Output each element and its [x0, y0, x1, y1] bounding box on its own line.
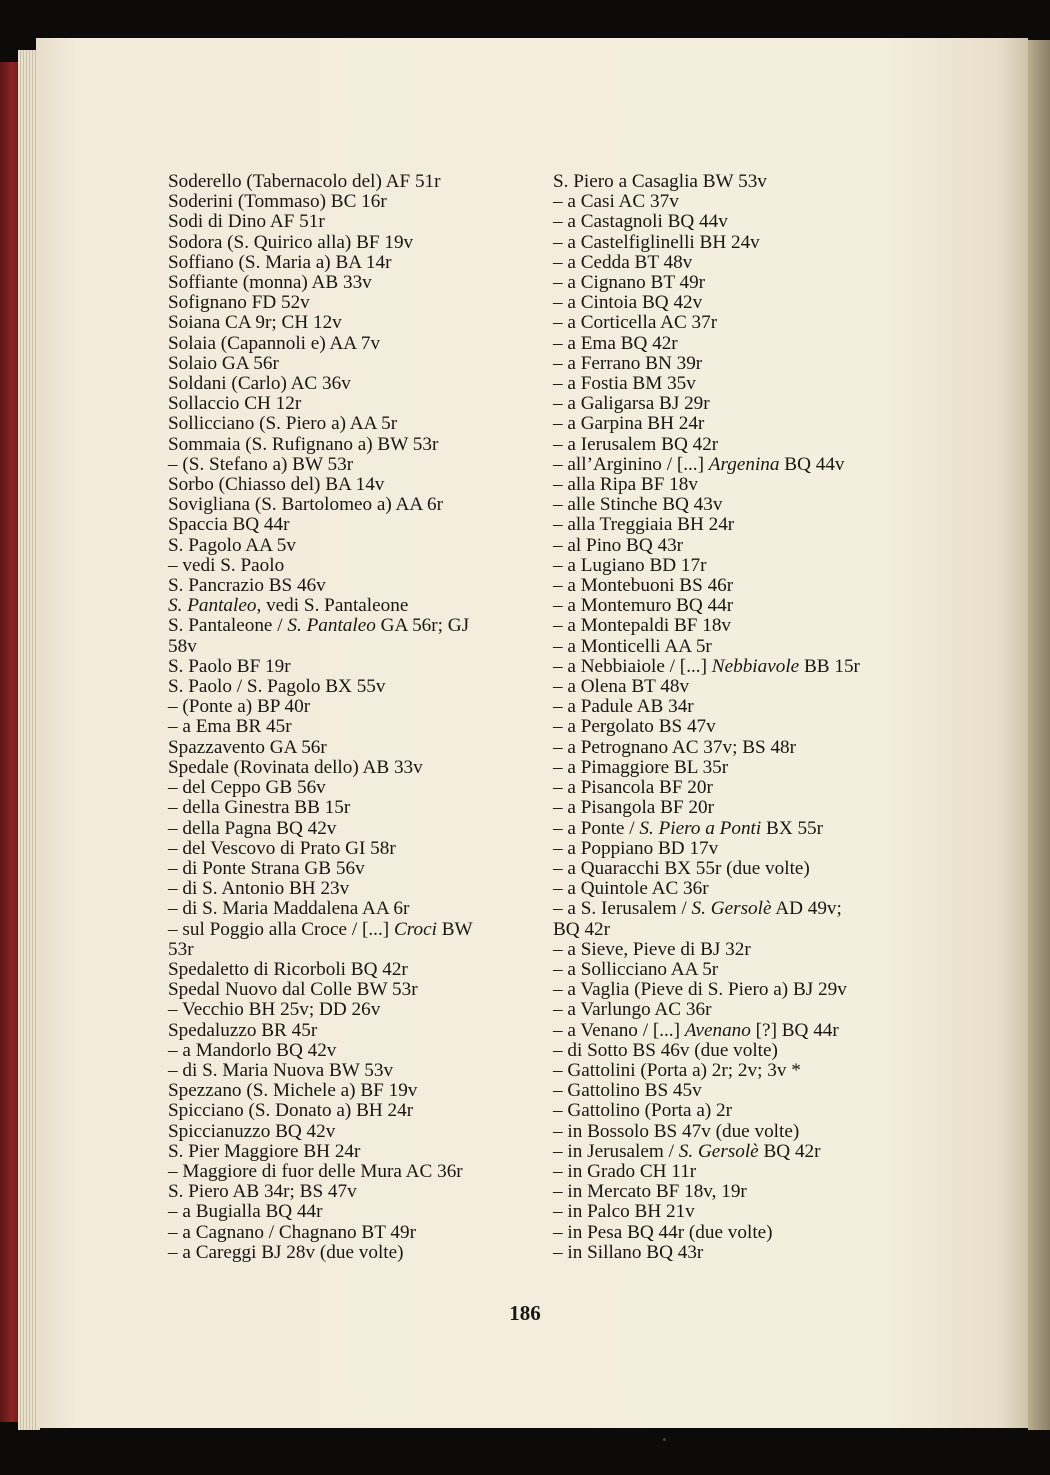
index-entry-text: S. Pier Maggiore BH 24r	[168, 1140, 361, 1162]
index-entry	[553, 273, 923, 293]
index-entry-text: – a Cedda BT 48v	[553, 251, 693, 273]
index-entry	[168, 536, 538, 556]
index-entry	[168, 455, 538, 475]
index-entry-text: S. Paolo / S. Pagolo BX 55v	[168, 676, 386, 698]
index-entry	[168, 515, 538, 535]
index-entry-text: – a Lugiano BD 17r	[553, 554, 707, 576]
index-entry-text: – a Nebbiaiole / [...]	[553, 655, 712, 677]
index-entry-text: – a Sieve, Pieve di BJ 32r	[553, 938, 751, 960]
index-entry	[168, 637, 538, 657]
index-entry	[168, 920, 538, 940]
index-entry	[553, 637, 923, 657]
index-entry-text: – al Pino BQ 43r	[553, 534, 684, 556]
index-entry-text: – a Poppiano BD 17v	[553, 837, 719, 859]
index-entry	[553, 1243, 923, 1263]
index-entry-text: – in Mercato BF 18v, 19r	[553, 1181, 747, 1203]
index-entry-text: – Gattolini (Porta a) 2r; 2v; 3v *	[553, 1059, 801, 1081]
index-entry-text: AD 49v;	[771, 898, 842, 920]
index-entry	[168, 1041, 538, 1061]
index-entry	[553, 879, 923, 899]
index-entry-text: – in Pesa BQ 44r (due volte)	[553, 1221, 773, 1243]
index-entry	[553, 1101, 923, 1121]
index-entry-text: BQ 44v	[779, 453, 845, 475]
index-entry	[168, 394, 538, 414]
index-entry	[168, 233, 538, 253]
index-entry	[553, 313, 923, 333]
index-entry-text: – a Fostia BM 35v	[553, 373, 696, 395]
index-entry-text: S. Pantaleone /	[168, 615, 288, 637]
index-entry-text: Spiccianuzzo BQ 42v	[168, 1120, 336, 1142]
index-entry	[553, 435, 923, 455]
index-entry	[553, 657, 923, 677]
index-entry	[553, 212, 923, 232]
index-entry-text: Solaio GA 56r	[168, 352, 279, 374]
index-entry-text: – a Galigarsa BJ 29r	[553, 393, 710, 415]
index-entry	[168, 960, 538, 980]
index-entry-text: Sollicciano (S. Piero a) AA 5r	[168, 413, 398, 435]
index-entry-text: Soderello (Tabernacolo del) AF 51r	[168, 171, 441, 192]
index-entry-text: Sodora (S. Quirico alla) BF 19v	[168, 231, 414, 253]
index-entry-text: – alla Ripa BF 18v	[553, 474, 698, 496]
index-entry-text: – a Olena BT 48v	[553, 676, 690, 698]
index-entry-text: Soderini (Tommaso) BC 16r	[168, 191, 387, 213]
index-entry-text: S. Pagolo AA 5v	[168, 534, 296, 556]
index-entry-text: Sommaia (S. Rufignano a) BW 53r	[168, 433, 439, 455]
index-entry-text: – a Cignano BT 49r	[553, 272, 706, 294]
index-entry-text: – in Palco BH 21v	[553, 1201, 695, 1223]
index-entry	[553, 940, 923, 960]
index-entry	[553, 192, 923, 212]
index-entry	[553, 697, 923, 717]
index-entry	[553, 253, 923, 273]
index-entry	[168, 697, 538, 717]
index-entry	[553, 233, 923, 253]
index-entry-text: – (Ponte a) BP 40r	[168, 696, 311, 718]
book-cover-edge	[0, 62, 20, 1422]
index-entry	[168, 1021, 538, 1041]
index-entry-text: Soiana CA 9r; CH 12v	[168, 312, 342, 334]
index-entry	[168, 1142, 538, 1162]
index-entry-text: – a Montebuoni BS 46r	[553, 575, 734, 597]
index-entry	[168, 1243, 538, 1263]
index-entry-text: – vedi S. Paolo	[168, 554, 285, 576]
index-entry-text: – a Casi AC 37v	[553, 191, 679, 213]
index-entry	[553, 616, 923, 636]
index-entry	[553, 920, 923, 940]
index-entry-text: – a Bugialla BQ 44r	[168, 1201, 323, 1223]
index-entry-text: Spazzavento GA 56r	[168, 736, 327, 758]
index-entry	[553, 172, 923, 192]
index-entry-text: – a Venano / [...]	[553, 1019, 685, 1041]
index-entry	[553, 899, 923, 919]
index-entry-text: – di S. Maria Maddalena AA 6r	[168, 898, 410, 920]
index-entry-text: Sorbo (Chiasso del) BA 14v	[168, 474, 385, 496]
index-entry-text: 58v	[168, 635, 197, 657]
index-entry	[168, 374, 538, 394]
index-entry	[553, 576, 923, 596]
index-entry-text: Spaccia BQ 44r	[168, 514, 290, 536]
index-entry-text: – a Pergolato BS 47v	[553, 716, 716, 738]
index-entry	[168, 980, 538, 1000]
index-entry-text: Soffiano (S. Maria a) BA 14r	[168, 251, 392, 273]
index-entry	[553, 354, 923, 374]
index-entry-italic-text: S. Pantaleo	[287, 615, 376, 637]
index-entry	[553, 334, 923, 354]
index-entry-text: – della Pagna BQ 42v	[168, 817, 337, 839]
index-entry	[168, 1202, 538, 1222]
index-entry-text: – di Ponte Strana GB 56v	[168, 857, 365, 879]
index-entry	[553, 1061, 923, 1081]
index-entry-italic-text: S. Gersolè	[678, 1140, 759, 1162]
index-entry-text: BQ 42r	[553, 918, 611, 940]
index-entry	[553, 414, 923, 434]
index-entry-text: – a Pisangola BF 20r	[553, 797, 714, 819]
index-entry-text: – a Garpina BH 24r	[553, 413, 705, 435]
index-entry	[168, 576, 538, 596]
index-entry-text: – Gattolino (Porta a) 2r	[553, 1100, 733, 1122]
index-entry	[553, 1182, 923, 1202]
index-entry-italic-text: S. Gersolè	[691, 898, 772, 920]
index-entry	[168, 819, 538, 839]
index-entry	[553, 1223, 923, 1243]
index-column-left	[168, 172, 538, 1263]
index-entry-text: – a S. Ierusalem /	[553, 898, 692, 920]
index-entry-text: – in Bossolo BS 47v (due volte)	[553, 1120, 800, 1142]
index-entry	[168, 495, 538, 515]
index-entry	[553, 859, 923, 879]
index-entry	[553, 738, 923, 758]
index-entry-text: – alle Stinche BQ 43v	[553, 494, 723, 516]
index-entry	[168, 212, 538, 232]
index-entry	[553, 455, 923, 475]
index-entry-text: – a Varlungo AC 36r	[553, 999, 712, 1021]
page-number: 186	[509, 1301, 541, 1325]
index-entry-text: – a Castelfiglinelli BH 24v	[553, 231, 760, 253]
index-entry-text: Sofignano FD 52v	[168, 292, 310, 314]
index-entry	[168, 172, 538, 192]
index-entry-text: – a Monticelli AA 5r	[553, 635, 712, 657]
index-entry	[168, 596, 538, 616]
index-entry	[168, 940, 538, 960]
index-entry	[168, 293, 538, 313]
index-entry-text: – in Grado CH 11r	[553, 1160, 697, 1182]
index-entry-text: – di Sotto BS 46v (due volte)	[553, 1039, 778, 1061]
index-entry-text: Soffiante (monna) AB 33v	[168, 272, 372, 294]
index-entry-text: – a Montemuro BQ 44r	[553, 595, 734, 617]
index-entry-text: S. Paolo BF 19r	[168, 655, 291, 677]
index-entry-italic-text: Nebbiavole	[711, 655, 800, 677]
index-entry-italic-text: Croci	[393, 918, 437, 940]
index-entry-text: – sul Poggio alla Croce / [...]	[168, 918, 394, 940]
index-entry	[168, 334, 538, 354]
index-entry	[168, 839, 538, 859]
index-column-right	[553, 172, 923, 1263]
index-entry-text: S. Piero AB 34r; BS 47v	[168, 1181, 357, 1203]
index-entry	[168, 798, 538, 818]
index-entry-text: 53r	[168, 938, 194, 960]
index-entry	[168, 758, 538, 778]
index-entry	[553, 1162, 923, 1182]
index-entry	[168, 1081, 538, 1101]
index-entry-text: Sollaccio CH 12r	[168, 393, 302, 415]
index-entry	[168, 717, 538, 737]
index-entry	[168, 1101, 538, 1121]
index-entry	[553, 1122, 923, 1142]
index-entry-text: – a Quaracchi BX 55r (due volte)	[553, 857, 810, 879]
index-entry-text: Spedaletto di Ricorboli BQ 42r	[168, 958, 408, 980]
index-entry-text: – a Petrognano AC 37v; BS 48r	[553, 736, 797, 758]
book-gutter	[1028, 40, 1050, 1430]
index-entry	[168, 192, 538, 212]
index-entry-text: – in Sillano BQ 43r	[553, 1241, 704, 1263]
index-entry	[553, 374, 923, 394]
index-entry	[553, 1000, 923, 1020]
index-entry	[168, 1122, 538, 1142]
index-entry-text: – a Ema BR 45r	[168, 716, 292, 738]
index-entry	[168, 899, 538, 919]
index-entry	[553, 536, 923, 556]
index-entry-text: – a Vaglia (Pieve di S. Piero a) BJ 29v	[553, 979, 847, 1001]
index-entry-text: – di S. Maria Nuova BW 53v	[168, 1059, 394, 1081]
index-entry-text: – a Corticella AC 37r	[553, 312, 718, 334]
index-entry	[168, 1000, 538, 1020]
index-entry-italic-text: S. Pantaleo,	[168, 595, 262, 617]
index-entry-text: vedi S. Pantaleone	[261, 595, 409, 617]
index-entry	[168, 879, 538, 899]
index-entry	[168, 273, 538, 293]
index-entry-text: – a Cagnano / Chagnano BT 49r	[168, 1221, 416, 1243]
index-entry	[168, 778, 538, 798]
index-entry-text: – del Ceppo GB 56v	[168, 777, 326, 799]
index-entry	[553, 960, 923, 980]
index-entry	[168, 435, 538, 455]
index-entry-text: – Gattolino BS 45v	[553, 1080, 702, 1102]
index-entry	[168, 657, 538, 677]
index-entry-text: – (S. Stefano a) BW 53r	[168, 453, 354, 475]
index-entry	[553, 798, 923, 818]
index-entry-text: – a Sollicciano AA 5r	[553, 958, 719, 980]
index-entry	[553, 394, 923, 414]
index-entry-text: – a Ponte /	[553, 817, 640, 839]
index-entry	[168, 1182, 538, 1202]
index-entry-text: – a Ierusalem BQ 42r	[553, 433, 719, 455]
index-entry	[553, 515, 923, 535]
index-entry-text: – del Vescovo di Prato GI 58r	[168, 837, 396, 859]
index-entry-text: Sodi di Dino AF 51r	[168, 211, 325, 233]
index-entry	[168, 616, 538, 636]
index-entry-text: – a Pisancola BF 20r	[553, 777, 713, 799]
index-entry-text: – a Castagnoli BQ 44v	[553, 211, 728, 233]
index-entry-text: – a Mandorlo BQ 42v	[168, 1039, 337, 1061]
index-entry	[168, 556, 538, 576]
index-entry	[168, 677, 538, 697]
index-entry-text: – Maggiore di fuor delle Mura AC 36r	[168, 1160, 463, 1182]
index-entry-text: [?] BQ 44r	[750, 1019, 839, 1041]
index-entry-text: Spicciano (S. Donato a) BH 24r	[168, 1100, 414, 1122]
index-entry-text: – a Ema BQ 42r	[553, 332, 678, 354]
index-entry	[553, 1202, 923, 1222]
index-entry	[553, 839, 923, 859]
index-entry-text: Spedale (Rovinata dello) AB 33v	[168, 756, 423, 778]
index-entry-text: – Vecchio BH 25v; DD 26v	[168, 999, 381, 1021]
index-entry	[553, 475, 923, 495]
index-entry-italic-text: Argenina	[708, 453, 780, 475]
index-entry	[553, 717, 923, 737]
index-entry-text: – a Ferrano BN 39r	[553, 352, 703, 374]
index-entry-text: BQ 42r	[758, 1140, 821, 1162]
index-entry-text: S. Pancrazio BS 46v	[168, 575, 326, 597]
index-entry	[553, 1041, 923, 1061]
index-entry-text: Spedal Nuovo dal Colle BW 53r	[168, 979, 418, 1001]
index-entry-text: S. Piero a Casaglia BW 53v	[553, 171, 767, 192]
index-entry-text: Spezzano (S. Michele a) BF 19v	[168, 1080, 418, 1102]
index-entry	[168, 475, 538, 495]
index-entry-text: – a Padule AB 34r	[553, 696, 694, 718]
index-entry	[553, 556, 923, 576]
index-entry	[553, 596, 923, 616]
index-entry-text: – all’Arginino / [...]	[553, 453, 709, 475]
index-entry-text: – alla Treggiaia BH 24r	[553, 514, 735, 536]
index-entry-text: – a Montepaldi BF 18v	[553, 615, 732, 637]
index-entry	[553, 495, 923, 515]
index-entry-text: – a Careggi BJ 28v (due volte)	[168, 1241, 404, 1263]
index-entry-text: – della Ginestra BB 15r	[168, 797, 351, 819]
index-entry	[168, 1061, 538, 1081]
ink-speck	[663, 1438, 666, 1441]
index-entry	[553, 778, 923, 798]
index-entry-text: – di S. Antonio BH 23v	[168, 878, 350, 900]
index-entry	[553, 677, 923, 697]
index-entry-text: Spedaluzzo BR 45r	[168, 1019, 318, 1041]
index-entry-text: – in Jerusalem /	[553, 1140, 679, 1162]
index-entry-text: BX 55r	[761, 817, 824, 839]
index-entry	[168, 354, 538, 374]
index-entry	[553, 1142, 923, 1162]
index-entry	[168, 1223, 538, 1243]
index-entry	[168, 1162, 538, 1182]
index-entry-text: – a Cintoia BQ 42v	[553, 292, 703, 314]
index-entry-italic-text: Avenano	[684, 1019, 751, 1041]
index-entry-text: BW	[436, 918, 473, 940]
index-entry-text: Soldani (Carlo) AC 36v	[168, 373, 351, 395]
index-entry	[553, 819, 923, 839]
index-entry-text: – a Quintole AC 36r	[553, 878, 709, 900]
index-entry	[168, 859, 538, 879]
index-entry	[168, 253, 538, 273]
index-entry-text: BB 15r	[799, 655, 860, 677]
index-entry-italic-text: S. Piero a Ponti	[639, 817, 762, 839]
index-entry	[168, 738, 538, 758]
index-entry	[553, 1081, 923, 1101]
index-entry-text: – a Pimaggiore BL 35r	[553, 756, 729, 778]
index-entry	[168, 313, 538, 333]
index-entry	[553, 980, 923, 1000]
index-entry	[168, 414, 538, 434]
index-entry-text: GA 56r; GJ	[375, 615, 470, 637]
index-entry-text: Sovigliana (S. Bartolomeo a) AA 6r	[168, 494, 443, 516]
index-entry	[553, 1021, 923, 1041]
index-entry	[553, 293, 923, 313]
index-entry	[553, 758, 923, 778]
index-entry-text: Solaia (Capannoli e) AA 7v	[168, 332, 381, 354]
